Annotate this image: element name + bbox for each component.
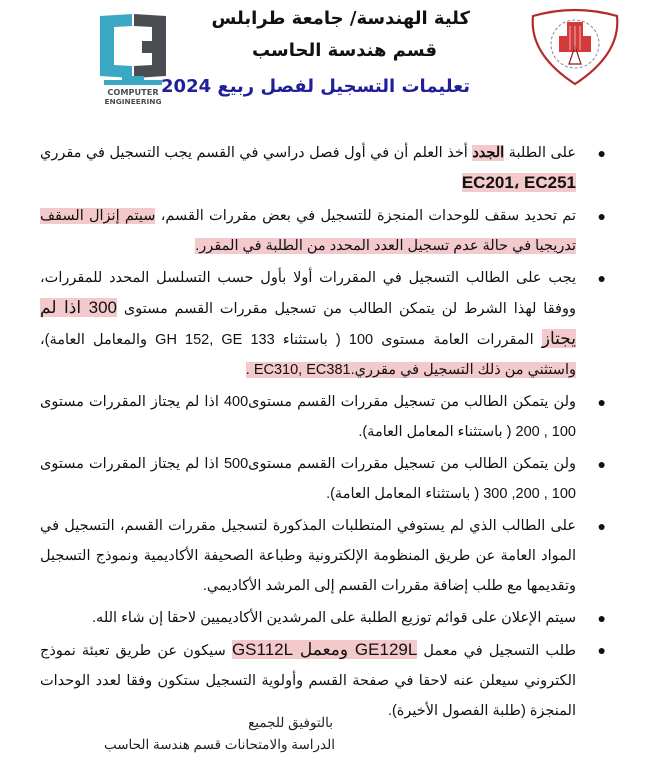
instruction-text: على الطلبة	[504, 145, 576, 161]
bullet-icon: ●	[597, 145, 606, 161]
instruction-text: سيتم الإعلان على قوائم توزيع الطلبة على المرشدين الأكاديميين لاحقا إن شاء الله.	[92, 610, 576, 626]
instruction-item	[40, 603, 612, 633]
ce-logo-text-1: COMPUTER	[107, 87, 159, 97]
instruction-item	[40, 263, 612, 385]
highlighted-text: واستثني من ذلك التسجيل في مقرري.EC310, EC381 .	[245, 362, 576, 378]
highlighted-text: GE129L ومعمل GS112L	[231, 640, 418, 659]
closing-text: بالتوفيق للجميع	[248, 715, 333, 730]
instruction-item	[40, 511, 612, 601]
instructions-list	[40, 138, 612, 726]
instruction-text: طلب التسجيل في معمل	[417, 643, 576, 659]
highlighted-text: الجدد	[472, 145, 505, 161]
bullet-icon: ●	[597, 270, 606, 286]
instruction-text: تم تحديد سقف للوحدات المنجزة للتسجيل في بعض مقررات القسم،	[155, 208, 576, 224]
department-heading: قسم هندسة الحاسب	[251, 40, 437, 61]
instruction-text: المقررات العامة مستوى 100 ( باستثناء GH 152, GE 133 والمعامل العامة)،	[40, 332, 542, 348]
highlighted-text: 300 اذا لم يجتاز	[40, 298, 576, 348]
instruction-text: ولن يتمكن الطالب من تسجيل مقررات القسم مستوى500 اذا لم يجتاز المقررات مستوى 100 , 200, 300 ( باستثناء المعامل العامة).	[40, 456, 576, 502]
instructions-section	[40, 138, 612, 728]
instruction-item	[40, 449, 612, 509]
university-logo	[525, 6, 625, 86]
bullet-icon: ●	[597, 642, 606, 658]
computer-engineering-logo	[96, 12, 170, 107]
instruction-item	[40, 201, 612, 261]
instruction-text: على الطالب الذي لم يستوفي المتطلبات المذكورة لتسجيل مقررات القسم، التسجيل في المواد العامة عن طريق المنظومة الإلكترونية وطباعة الصحيفة الأكاديمية ونموذج التسجيل وتقديمها مع طلب إضافة مقررات القسم إلى المرشد الأكاديمي.	[40, 518, 576, 594]
instruction-text: ولن يتمكن الطالب من تسجيل مقررات القسم مستوى400 اذا لم يجتاز المقررات مستوى 100 , 200 ( باستثناء المعامل العامة).	[40, 394, 576, 440]
highlighted-text: سيتم إنزال السقف تدريجيا في حالة عدم تسجيل العدد المحدد من الطلبة في المقرر.	[40, 208, 576, 254]
document-title: تعليمات التسجيل لفصل ربيع 2024	[161, 76, 470, 97]
instruction-item	[40, 387, 612, 447]
ce-logo-text-2: ENGINEERING	[104, 97, 162, 106]
instruction-text: أخذ العلم أن في أول فصل دراسي في القسم يجب التسجيل في مقرري	[40, 145, 473, 161]
highlighted-text: EC201، EC251	[461, 173, 576, 192]
bullet-icon: ●	[597, 394, 606, 410]
bullet-icon: ●	[597, 208, 606, 224]
bullet-icon: ●	[597, 456, 606, 472]
ce-monitor-icon	[96, 12, 170, 107]
signature-text: الدراسة والامتحانات قسم هندسة الحاسب	[103, 737, 335, 752]
university-shield-icon	[525, 6, 625, 86]
bullet-icon: ●	[597, 610, 606, 626]
instruction-item	[40, 138, 612, 199]
faculty-university-heading: كلية الهندسة/ جامعة طرابلس	[211, 8, 470, 29]
instruction-text: يجب على الطالب التسجيل في المقررات أولا بأول حسب التسلسل المحدد للمقررات، ووفقا لهذا الشرط لن يتمكن الطالب من تسجيل مقررات القسم مستوى	[40, 270, 576, 317]
bullet-icon: ●	[597, 518, 606, 534]
instruction-text: سيكون عن طريق تعبئة نموذج الكتروني سيعلن عنه لاحقا في صفحة القسم وأولوية التسجيل ستكون وفقا لعدد الوحدات المنجزة (طلبة الفصول الأخيرة).	[40, 643, 576, 719]
instruction-item	[40, 635, 612, 726]
